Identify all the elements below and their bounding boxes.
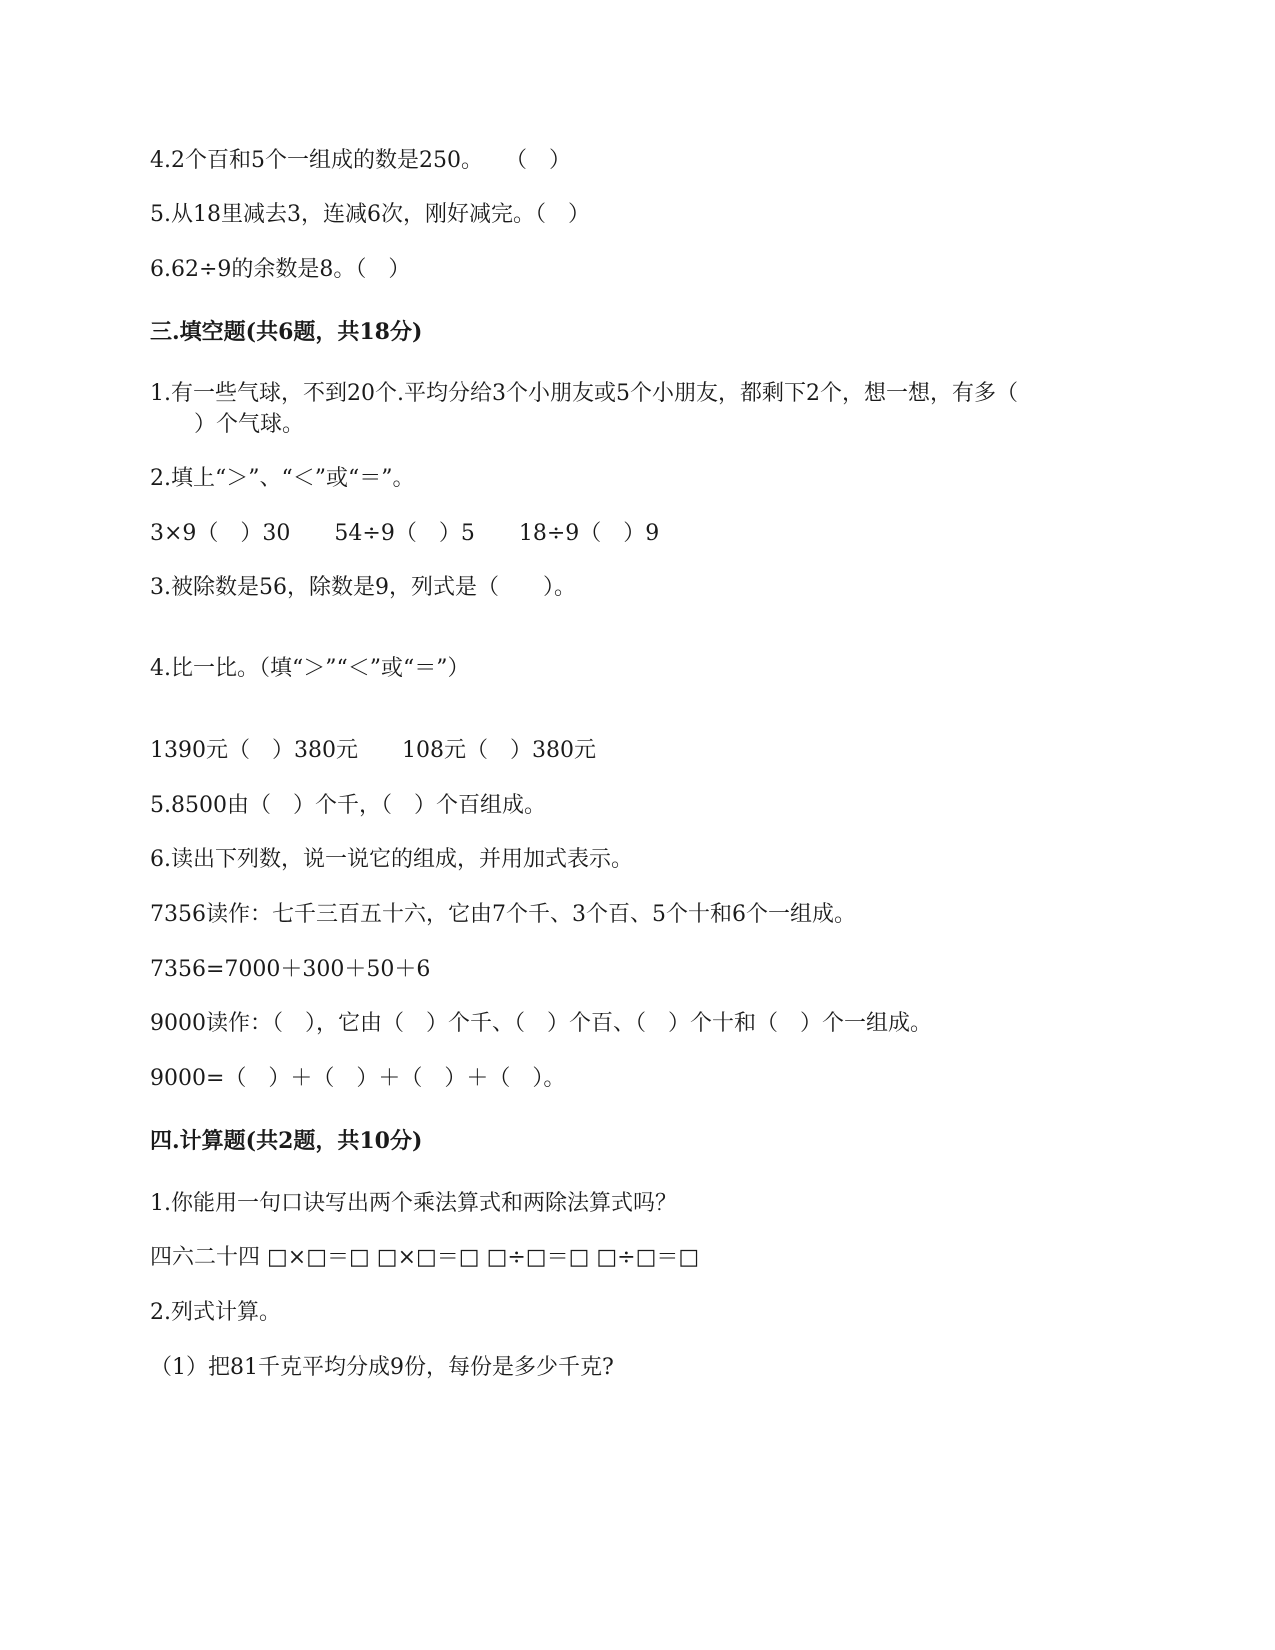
tf-question-5: 5.从18里减去3，连减6次，刚好减完。（ ）: [150, 202, 590, 227]
fill-question-2-items: 3×9（ ）30 54÷9（ ）5 18÷9（ ）9: [150, 521, 660, 546]
fill-question-6: 6.读出下列数，说一说它的组成，并用加式表示。: [150, 847, 633, 872]
fill-question-6-task-sum: 9000=（ ）＋（ ）＋（ ）＋（ ）。: [150, 1066, 566, 1091]
calc-question-1-formulas: 四六二十四 □×□＝□ □×□＝□ □÷□＝□ □÷□＝□: [150, 1245, 700, 1270]
fill-question-4-items: 1390元（ ）380元 108元（ ）380元: [150, 738, 596, 763]
fill-question-5: 5.8500由（ ）个千，（ ）个百组成。: [150, 793, 546, 818]
fill-question-3: 3.被除数是56，除数是9，列式是（ ）。: [150, 575, 576, 600]
calc-question-1: 1.你能用一句口诀写出两个乘法算式和两除法算式吗？: [150, 1191, 677, 1216]
fill-question-6-task-read: 9000读作：（ ），它由（ ）个千、（ ）个百、（ ）个十和（ ）个一组成。: [150, 1011, 932, 1036]
fill-question-6-example-sum: 7356=7000＋300＋50＋6: [150, 957, 431, 982]
calc-question-2: 2.列式计算。: [150, 1300, 281, 1325]
fill-question-1-continued: ）个气球。: [150, 412, 305, 437]
tf-question-4: 4.2个百和5个一组成的数是250。 （ ）: [150, 148, 571, 173]
calc-question-2-part-1: （1）把81千克平均分成9份，每份是多少千克?: [150, 1355, 614, 1380]
fill-question-1: 1.有一些气球，不到20个.平均分给3个小朋友或5个小朋友，都剩下2个，想一想，有多（: [150, 381, 1018, 406]
section-heading-calculation: 四.计算题(共2题，共10分): [150, 1128, 423, 1154]
fill-question-6-example-read: 7356读作：七千三百五十六，它由7个千、3个百、5个十和6个一组成。: [150, 902, 856, 927]
section-heading-fill-blank: 三.填空题(共6题，共18分): [150, 319, 423, 345]
tf-question-6: 6.62÷9的余数是8。（ ）: [150, 257, 411, 282]
fill-question-2: 2.填上“＞”、“＜”或“＝”。: [150, 466, 415, 491]
fill-question-4: 4.比一比。（填“＞”“＜”或“＝”）: [150, 656, 470, 681]
